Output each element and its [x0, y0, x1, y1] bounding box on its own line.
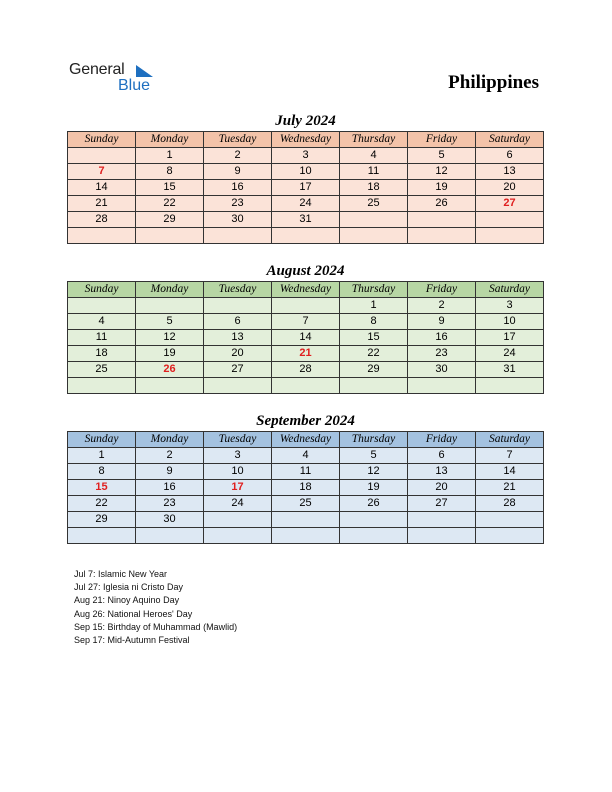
day-cell: 3: [272, 148, 340, 164]
day-cell: 11: [68, 330, 136, 346]
day-cell: [68, 228, 136, 244]
weekday-header-tuesday: Tuesday: [204, 132, 272, 148]
weekday-header-friday: Friday: [408, 282, 476, 298]
week-row: [68, 378, 544, 394]
day-cell: 29: [136, 212, 204, 228]
day-cell: 4: [340, 148, 408, 164]
day-cell: [340, 512, 408, 528]
generalblue-logo: [69, 61, 159, 97]
day-cell: 19: [136, 346, 204, 362]
day-cell: 27: [204, 362, 272, 378]
day-cell: 6: [204, 314, 272, 330]
day-cell: 26: [136, 362, 204, 378]
day-cell: 21: [68, 196, 136, 212]
day-cell: [408, 212, 476, 228]
day-cell: 10: [204, 464, 272, 480]
day-cell: [272, 528, 340, 544]
day-cell: [68, 298, 136, 314]
day-cell: 7: [476, 448, 544, 464]
day-cell: 10: [272, 164, 340, 180]
day-cell: [68, 378, 136, 394]
day-cell: 8: [340, 314, 408, 330]
day-cell: 4: [68, 314, 136, 330]
holiday-note: Jul 27: Iglesia ni Cristo Day: [74, 582, 184, 593]
day-cell: 3: [476, 298, 544, 314]
day-cell: [408, 378, 476, 394]
day-cell: 30: [136, 512, 204, 528]
day-cell: 2: [408, 298, 476, 314]
day-cell: [476, 512, 544, 528]
day-cell: 13: [476, 164, 544, 180]
week-row: [68, 228, 544, 244]
day-cell: [204, 298, 272, 314]
day-cell: 15: [136, 180, 204, 196]
weekday-header-wednesday: Wednesday: [272, 282, 340, 298]
day-cell: 18: [68, 346, 136, 362]
day-cell: [136, 298, 204, 314]
holiday-note: Aug 26: National Heroes' Day: [74, 608, 193, 619]
week-row: [68, 314, 544, 330]
day-cell: 16: [204, 180, 272, 196]
day-cell: 12: [408, 164, 476, 180]
day-cell: 20: [204, 346, 272, 362]
weekday-header-wednesday: Wednesday: [272, 132, 340, 148]
week-row: [68, 298, 544, 314]
day-cell: 11: [272, 464, 340, 480]
day-cell: [68, 528, 136, 544]
day-cell: [408, 528, 476, 544]
day-cell: [272, 512, 340, 528]
day-cell: 19: [408, 180, 476, 196]
day-cell: 14: [476, 464, 544, 480]
week-row: [68, 480, 544, 496]
day-cell: 27: [408, 496, 476, 512]
day-cell: [204, 512, 272, 528]
calendar-grid: [67, 131, 544, 244]
weekday-header-saturday: Saturday: [476, 282, 544, 298]
day-cell: 21: [272, 346, 340, 362]
day-cell: 30: [204, 212, 272, 228]
day-cell: 12: [340, 464, 408, 480]
day-cell: 22: [68, 496, 136, 512]
day-cell: 31: [476, 362, 544, 378]
day-cell: 12: [136, 330, 204, 346]
month-title: September 2024: [256, 413, 355, 429]
day-cell: 9: [408, 314, 476, 330]
day-cell: 14: [272, 330, 340, 346]
weekday-header-monday: Monday: [136, 282, 204, 298]
day-cell: 5: [340, 448, 408, 464]
day-cell: 28: [476, 496, 544, 512]
calendar-grid: [67, 281, 544, 394]
day-cell: 17: [476, 330, 544, 346]
week-row: [68, 362, 544, 378]
day-cell: 26: [340, 496, 408, 512]
week-row: [68, 330, 544, 346]
day-cell: 30: [408, 362, 476, 378]
week-row: [68, 148, 544, 164]
month-september: [67, 411, 544, 544]
day-cell: 4: [272, 448, 340, 464]
day-cell: 5: [136, 314, 204, 330]
day-cell: 1: [340, 298, 408, 314]
day-cell: [476, 378, 544, 394]
month-july: [67, 111, 544, 244]
week-row: [68, 164, 544, 180]
day-cell: [136, 378, 204, 394]
weekday-header-thursday: Thursday: [340, 432, 408, 448]
day-cell: [476, 528, 544, 544]
month-title: July 2024: [275, 113, 336, 129]
day-cell: 20: [408, 480, 476, 496]
day-cell: 15: [340, 330, 408, 346]
day-cell: [476, 212, 544, 228]
weekday-header-tuesday: Tuesday: [204, 282, 272, 298]
day-cell: 29: [340, 362, 408, 378]
day-cell: 25: [340, 196, 408, 212]
weekday-header-saturday: Saturday: [476, 132, 544, 148]
weekday-header-sunday: Sunday: [68, 282, 136, 298]
day-cell: 22: [136, 196, 204, 212]
day-cell: [408, 228, 476, 244]
weekday-header-tuesday: Tuesday: [204, 432, 272, 448]
day-cell: 13: [408, 464, 476, 480]
day-cell: [340, 528, 408, 544]
weekday-header-thursday: Thursday: [340, 132, 408, 148]
day-cell: [204, 378, 272, 394]
day-cell: 19: [340, 480, 408, 496]
day-cell: [204, 528, 272, 544]
day-cell: 17: [204, 480, 272, 496]
weekday-header-sunday: Sunday: [68, 132, 136, 148]
weekday-header-friday: Friday: [408, 132, 476, 148]
day-cell: 23: [204, 196, 272, 212]
day-cell: 16: [408, 330, 476, 346]
logo-word-general: General: [69, 61, 125, 78]
logo-triangle-icon: [134, 63, 154, 79]
day-cell: 21: [476, 480, 544, 496]
day-cell: 2: [204, 148, 272, 164]
country-title: Philippines: [448, 72, 539, 93]
day-cell: 22: [340, 346, 408, 362]
day-cell: 7: [68, 164, 136, 180]
day-cell: 25: [272, 496, 340, 512]
day-cell: 20: [476, 180, 544, 196]
day-cell: 24: [204, 496, 272, 512]
weekday-header-monday: Monday: [136, 132, 204, 148]
day-cell: 25: [68, 362, 136, 378]
day-cell: 14: [68, 180, 136, 196]
day-cell: 1: [136, 148, 204, 164]
day-cell: 23: [408, 346, 476, 362]
day-cell: 8: [68, 464, 136, 480]
weekday-header-wednesday: Wednesday: [272, 432, 340, 448]
day-cell: [272, 378, 340, 394]
day-cell: [136, 528, 204, 544]
day-cell: 8: [136, 164, 204, 180]
weekday-header-thursday: Thursday: [340, 282, 408, 298]
weekday-header-saturday: Saturday: [476, 432, 544, 448]
month-august: [67, 261, 544, 394]
day-cell: 28: [68, 212, 136, 228]
day-cell: [272, 298, 340, 314]
day-cell: 18: [272, 480, 340, 496]
day-cell: 11: [340, 164, 408, 180]
day-cell: [68, 148, 136, 164]
logo-word-blue: Blue: [118, 77, 151, 94]
day-cell: [408, 512, 476, 528]
day-cell: [340, 378, 408, 394]
day-cell: 16: [136, 480, 204, 496]
holiday-note: Sep 15: Birthday of Muhammad (Mawlid): [74, 621, 238, 632]
day-cell: 24: [272, 196, 340, 212]
day-cell: 29: [68, 512, 136, 528]
weekday-header-friday: Friday: [408, 432, 476, 448]
week-row: [68, 528, 544, 544]
day-cell: 6: [476, 148, 544, 164]
day-cell: 7: [272, 314, 340, 330]
day-cell: 26: [408, 196, 476, 212]
week-row: [68, 212, 544, 228]
month-title: August 2024: [266, 263, 345, 279]
week-row: [68, 346, 544, 362]
day-cell: 3: [204, 448, 272, 464]
day-cell: 2: [136, 448, 204, 464]
week-row: [68, 180, 544, 196]
day-cell: 5: [408, 148, 476, 164]
day-cell: 13: [204, 330, 272, 346]
day-cell: 24: [476, 346, 544, 362]
weekday-header-sunday: Sunday: [68, 432, 136, 448]
holiday-note: Sep 17: Mid-Autumn Festival: [74, 635, 190, 646]
day-cell: [204, 228, 272, 244]
week-row: [68, 512, 544, 528]
day-cell: 23: [136, 496, 204, 512]
day-cell: 18: [340, 180, 408, 196]
week-row: [68, 448, 544, 464]
day-cell: [476, 228, 544, 244]
holiday-note: Aug 21: Ninoy Aquino Day: [74, 595, 180, 606]
day-cell: 27: [476, 196, 544, 212]
day-cell: [136, 228, 204, 244]
day-cell: 17: [272, 180, 340, 196]
day-cell: [340, 228, 408, 244]
week-row: [68, 496, 544, 512]
day-cell: 10: [476, 314, 544, 330]
day-cell: 9: [136, 464, 204, 480]
day-cell: 28: [272, 362, 340, 378]
day-cell: [272, 228, 340, 244]
day-cell: 1: [68, 448, 136, 464]
week-row: [68, 196, 544, 212]
calendar-grid: [67, 431, 544, 544]
holiday-note: Jul 7: Islamic New Year: [74, 569, 168, 579]
day-cell: 15: [68, 480, 136, 496]
day-cell: 6: [408, 448, 476, 464]
day-cell: 31: [272, 212, 340, 228]
week-row: [68, 464, 544, 480]
weekday-header-monday: Monday: [136, 432, 204, 448]
day-cell: 9: [204, 164, 272, 180]
day-cell: [340, 212, 408, 228]
holiday-notes: [74, 568, 237, 647]
